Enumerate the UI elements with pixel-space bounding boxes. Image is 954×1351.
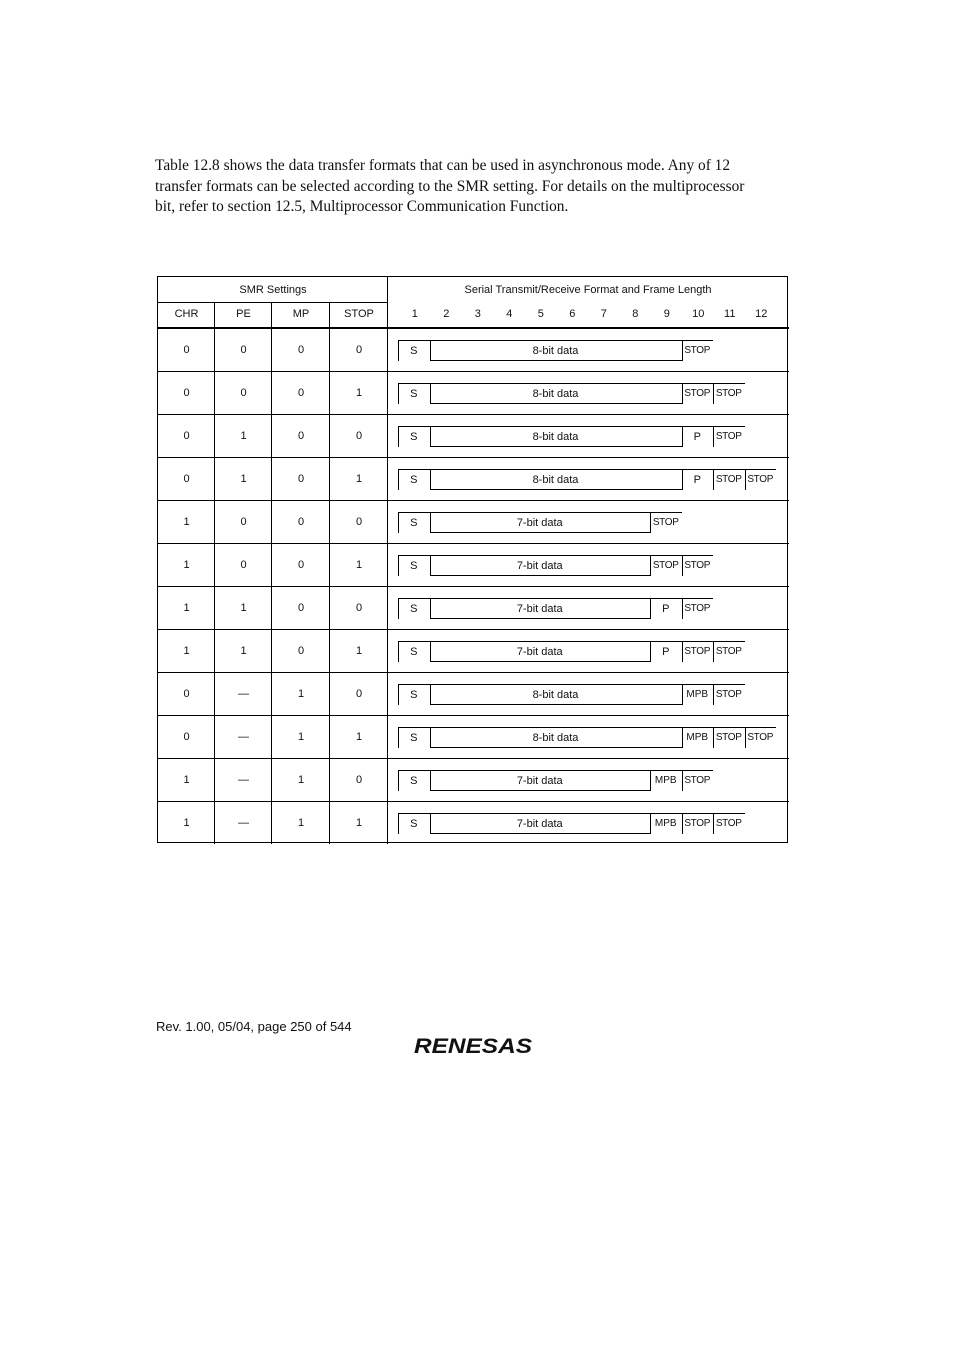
bit-number: 10 — [692, 308, 705, 320]
frame-field-field: STOP — [684, 560, 711, 571]
cell-stop: 0 — [355, 688, 363, 700]
frame-field-data: 8-bit data — [532, 345, 579, 357]
bit-number: 4 — [506, 308, 513, 320]
cell-chr: 1 — [183, 645, 190, 657]
cell-pe: 1 — [240, 645, 247, 657]
frame-top-line — [745, 727, 777, 728]
row-divider — [158, 500, 789, 501]
frame-top-line — [430, 641, 651, 642]
cell-stop: 0 — [355, 774, 363, 786]
cell-stop: 1 — [355, 559, 363, 571]
header-bottom-rule — [158, 327, 789, 329]
frame-top-line — [713, 426, 745, 427]
frame-top-line — [682, 340, 714, 341]
column-divider — [271, 302, 272, 844]
frame-top-line — [650, 512, 682, 513]
frame-top-line — [398, 512, 430, 513]
frame-field-start: S — [410, 732, 418, 744]
row-divider — [158, 801, 789, 802]
intro-paragraph — [155, 156, 795, 218]
frame-field-data: 8-bit data — [532, 474, 579, 486]
bit-number: 5 — [537, 308, 544, 320]
renesas-logo-icon — [412, 1034, 536, 1058]
frame-divider — [430, 512, 431, 533]
frame-field-field: STOP — [684, 818, 711, 829]
frame-divider — [430, 813, 431, 834]
column-divider — [329, 302, 330, 844]
frame-field-start: S — [410, 603, 418, 615]
frame-top-line — [713, 684, 745, 685]
frame-divider — [398, 469, 399, 490]
frame-field-start: S — [410, 560, 418, 572]
frame-bottom-line — [430, 747, 682, 748]
frame-divider — [430, 555, 431, 576]
cell-mp: 0 — [297, 645, 305, 657]
frame-top-line — [398, 555, 430, 556]
frame-divider — [650, 555, 651, 576]
frame-top-line — [398, 770, 430, 771]
frame-field-field: P — [662, 646, 670, 658]
cell-stop: 0 — [355, 602, 363, 614]
cell-chr: 0 — [183, 688, 190, 700]
frame-field-field: STOP — [715, 474, 742, 485]
frame-field-data: 7-bit data — [516, 603, 563, 615]
frame-divider — [745, 469, 746, 490]
frame-top-line — [430, 383, 682, 384]
cell-chr: 0 — [183, 344, 190, 356]
frame-field-field: STOP — [715, 431, 742, 442]
frame-top-line — [682, 383, 714, 384]
cell-pe: 1 — [240, 430, 247, 442]
frame-divider — [398, 512, 399, 533]
bit-number: 6 — [569, 308, 576, 320]
intro-line: Table 12.8 shows the data transfer formats that can be used in asynchronous mode. Any of 12 — [155, 157, 731, 174]
frame-field-field: STOP — [715, 646, 742, 657]
frame-field-data: 7-bit data — [516, 818, 563, 830]
frame-field-start: S — [410, 474, 418, 486]
frame-bottom-line — [430, 360, 682, 361]
frame-top-line — [398, 383, 430, 384]
row-divider — [158, 672, 789, 673]
frame-top-line — [430, 727, 682, 728]
frame-field-field: STOP — [715, 732, 742, 743]
bit-number: 1 — [411, 308, 418, 320]
frame-divider — [713, 684, 714, 705]
row-divider — [158, 457, 789, 458]
cell-mp: 0 — [297, 344, 305, 356]
row-divider — [158, 758, 789, 759]
cell-pe: 0 — [240, 559, 247, 571]
bit-number: 11 — [724, 308, 736, 320]
frame-top-line — [398, 727, 430, 728]
frame-top-line — [398, 340, 430, 341]
frame-top-line — [430, 770, 651, 771]
frame-divider — [430, 469, 431, 490]
frame-field-field: STOP — [684, 603, 711, 614]
cell-stop: 0 — [355, 430, 363, 442]
frame-divider — [398, 340, 399, 361]
frame-divider — [430, 727, 431, 748]
renesas-logo-text: RENESAS — [414, 1035, 532, 1058]
format-header: Serial Transmit/Receive Format and Frame Length — [464, 284, 712, 296]
frame-divider — [713, 426, 714, 447]
frame-bottom-line — [430, 532, 651, 533]
frame-bottom-line — [430, 661, 651, 662]
frame-bottom-line — [430, 446, 682, 447]
cell-mp: 0 — [297, 473, 305, 485]
frame-field-field: STOP — [684, 345, 711, 356]
frame-divider — [650, 770, 651, 791]
cell-pe: — — [238, 774, 249, 786]
row-divider — [158, 586, 789, 587]
frame-top-line — [713, 641, 745, 642]
row-divider — [158, 543, 789, 544]
cell-stop: 0 — [355, 516, 363, 528]
frame-divider — [682, 770, 683, 791]
frame-bottom-line — [430, 575, 651, 576]
frame-bottom-line — [430, 403, 682, 404]
cell-mp: 0 — [297, 387, 305, 399]
frame-divider — [682, 598, 683, 619]
frame-field-start: S — [410, 689, 418, 701]
bit-number: 9 — [663, 308, 670, 320]
row-divider — [158, 715, 789, 716]
frame-divider — [745, 727, 746, 748]
frame-divider — [430, 383, 431, 404]
cell-stop: 0 — [355, 344, 363, 356]
frame-divider — [713, 813, 714, 834]
frame-divider — [682, 340, 683, 361]
frame-top-line — [430, 426, 682, 427]
frame-divider — [682, 684, 683, 705]
cell-chr: 0 — [183, 473, 190, 485]
frame-divider — [398, 641, 399, 662]
cell-mp: 0 — [297, 516, 305, 528]
frame-field-field: STOP — [652, 517, 679, 528]
frame-top-line — [398, 641, 430, 642]
column-divider — [214, 302, 215, 844]
frame-divider — [713, 383, 714, 404]
frame-field-data: 8-bit data — [532, 732, 579, 744]
cell-mp: 1 — [297, 688, 305, 700]
frame-divider — [430, 770, 431, 791]
frame-top-line — [430, 813, 651, 814]
frame-field-data: 7-bit data — [516, 775, 563, 787]
frame-divider — [430, 340, 431, 361]
cell-chr: 1 — [183, 559, 190, 571]
cell-pe: 0 — [240, 387, 247, 399]
cell-mp: 0 — [297, 559, 305, 571]
frame-divider — [650, 598, 651, 619]
frame-divider — [430, 598, 431, 619]
cell-stop: 1 — [355, 645, 363, 657]
frame-field-field: STOP — [652, 560, 679, 571]
frame-top-line — [430, 598, 651, 599]
cell-mp: 1 — [297, 817, 305, 829]
frame-field-field: MPB — [686, 732, 709, 743]
frame-divider — [682, 727, 683, 748]
cell-chr: 1 — [183, 602, 190, 614]
frame-field-field: STOP — [747, 474, 774, 485]
frame-divider — [430, 641, 431, 662]
frame-bottom-line — [430, 790, 651, 791]
frame-field-start: S — [410, 388, 418, 400]
frame-top-line — [682, 770, 714, 771]
cell-chr: 1 — [183, 774, 190, 786]
frame-field-field: STOP — [715, 689, 742, 700]
frame-divider — [713, 469, 714, 490]
cell-pe: — — [238, 817, 249, 829]
frame-field-field: P — [662, 603, 670, 615]
header-divider — [158, 302, 388, 303]
cell-stop: 1 — [355, 387, 363, 399]
bit-number: 7 — [600, 308, 607, 320]
frame-field-field: STOP — [747, 732, 774, 743]
cell-pe: 0 — [240, 344, 247, 356]
frame-divider — [398, 684, 399, 705]
frame-field-start: S — [410, 775, 418, 787]
frame-top-line — [430, 555, 651, 556]
frame-bottom-line — [430, 833, 651, 834]
frame-field-data: 8-bit data — [532, 689, 579, 701]
frame-divider — [398, 770, 399, 791]
frame-top-line — [650, 813, 682, 814]
cell-chr: 0 — [183, 731, 190, 743]
frame-field-start: S — [410, 431, 418, 443]
frame-top-line — [398, 813, 430, 814]
frame-field-start: S — [410, 646, 418, 658]
frame-divider — [682, 469, 683, 490]
frame-top-line — [713, 727, 745, 728]
frame-top-line — [682, 598, 714, 599]
row-divider — [158, 414, 789, 415]
bit-number: 2 — [443, 308, 450, 320]
col-header-mp: MP — [292, 308, 310, 320]
frame-divider — [430, 426, 431, 447]
frame-divider — [682, 383, 683, 404]
frame-top-line — [682, 469, 714, 470]
intro-line: bit, refer to section 12.5, Multiprocessor Communication Function. — [155, 198, 569, 216]
frame-field-field: STOP — [684, 388, 711, 399]
frame-field-data: 7-bit data — [516, 517, 563, 529]
col-header-stop: STOP — [344, 308, 374, 320]
frame-top-line — [430, 469, 682, 470]
bit-number: 8 — [632, 308, 639, 320]
frame-divider — [398, 598, 399, 619]
frame-field-field: P — [693, 474, 701, 486]
frame-top-line — [682, 684, 714, 685]
frame-top-line — [430, 512, 651, 513]
renesas-logo — [412, 1034, 536, 1063]
frame-top-line — [713, 383, 745, 384]
cell-stop: 1 — [355, 731, 363, 743]
frame-top-line — [682, 727, 714, 728]
frame-divider — [398, 383, 399, 404]
bit-number: 3 — [474, 308, 481, 320]
frame-top-line — [398, 684, 430, 685]
cell-pe: 1 — [240, 602, 247, 614]
frame-top-line — [745, 469, 777, 470]
frame-top-line — [682, 641, 714, 642]
cell-pe: 0 — [240, 516, 247, 528]
frame-field-data: 8-bit data — [532, 431, 579, 443]
frame-divider — [430, 684, 431, 705]
cell-mp: 0 — [297, 430, 305, 442]
frame-divider — [650, 813, 651, 834]
frame-field-field: STOP — [715, 388, 742, 399]
frame-top-line — [682, 555, 714, 556]
frame-field-field: MPB — [654, 818, 677, 829]
col-header-pe: PE — [236, 308, 251, 320]
frame-top-line — [682, 813, 714, 814]
cell-chr: 1 — [183, 516, 190, 528]
frame-divider — [713, 641, 714, 662]
row-divider — [158, 371, 789, 372]
transfer-format-table — [157, 276, 788, 843]
cell-chr: 1 — [183, 817, 190, 829]
frame-top-line — [713, 469, 745, 470]
frame-field-field: P — [693, 431, 701, 443]
cell-chr: 0 — [183, 430, 190, 442]
frame-bottom-line — [430, 618, 651, 619]
frame-field-field: STOP — [715, 818, 742, 829]
frame-divider — [398, 813, 399, 834]
frame-divider — [398, 727, 399, 748]
bit-number: 12 — [755, 308, 768, 320]
frame-top-line — [713, 813, 745, 814]
frame-divider — [682, 555, 683, 576]
frame-field-field: MPB — [686, 689, 709, 700]
cell-stop: 1 — [355, 817, 363, 829]
frame-top-line — [682, 426, 714, 427]
row-divider — [158, 629, 789, 630]
frame-field-data: 8-bit data — [532, 388, 579, 400]
cell-pe: — — [238, 688, 249, 700]
frame-top-line — [398, 469, 430, 470]
frame-field-start: S — [410, 345, 418, 357]
cell-mp: 0 — [297, 602, 305, 614]
frame-top-line — [650, 555, 682, 556]
frame-divider — [398, 426, 399, 447]
frame-top-line — [398, 426, 430, 427]
frame-field-data: 7-bit data — [516, 560, 563, 572]
frame-top-line — [430, 684, 682, 685]
frame-field-field: STOP — [684, 775, 711, 786]
frame-divider — [650, 512, 651, 533]
frame-field-start: S — [410, 818, 418, 830]
frame-top-line — [398, 598, 430, 599]
cell-mp: 1 — [297, 774, 305, 786]
frame-divider — [650, 641, 651, 662]
cell-stop: 1 — [355, 473, 363, 485]
frame-top-line — [650, 641, 682, 642]
frame-divider — [713, 727, 714, 748]
frame-field-field: MPB — [654, 775, 677, 786]
frame-bottom-line — [430, 704, 682, 705]
frame-field-data: 7-bit data — [516, 646, 563, 658]
frame-divider — [682, 426, 683, 447]
page-footer: Rev. 1.00, 05/04, page 250 of 544 — [156, 1019, 352, 1034]
frame-top-line — [430, 340, 682, 341]
col-header-chr: CHR — [174, 308, 199, 320]
smr-settings-header: SMR Settings — [239, 284, 307, 296]
frame-bottom-line — [430, 489, 682, 490]
cell-chr: 0 — [183, 387, 190, 399]
frame-divider — [682, 813, 683, 834]
cell-pe: — — [238, 731, 249, 743]
cell-pe: 1 — [240, 473, 247, 485]
frame-field-start: S — [410, 517, 418, 529]
cell-mp: 1 — [297, 731, 305, 743]
frame-field-field: STOP — [684, 646, 711, 657]
frame-top-line — [650, 770, 682, 771]
frame-divider — [682, 641, 683, 662]
frame-top-line — [650, 598, 682, 599]
frame-divider — [398, 555, 399, 576]
intro-line: transfer formats can be selected according to the SMR setting. For details on the multiprocessor — [155, 177, 745, 195]
